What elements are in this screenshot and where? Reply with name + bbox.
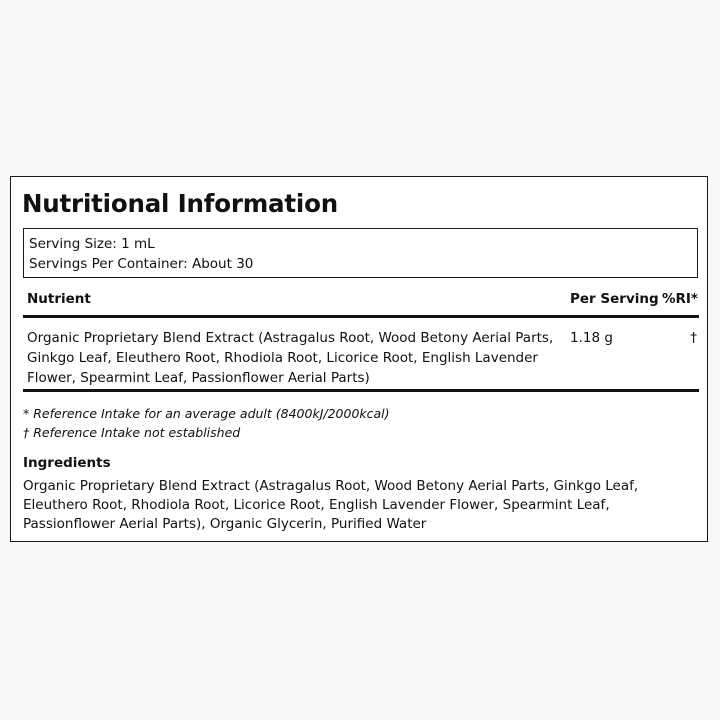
header-ri: %RI* [661, 291, 698, 307]
footnote-not-established: † Reference Intake not established [23, 425, 241, 440]
header-per-serving: Per Serving [570, 291, 659, 307]
header-nutrient: Nutrient [27, 291, 91, 307]
table-bottom-rule [23, 389, 699, 392]
footnotes [23, 404, 390, 442]
row-per-serving: 1.18 g [570, 330, 613, 346]
nutrition-label-panel [10, 176, 708, 542]
ingredients-text: Organic Proprietary Blend Extract (Astragalus Root, Wood Betony Aerial Parts, Ginkgo Leaf, Eleuthero Root, Rhodiola Root, Licorice Root, English Lavender Flower, Spearmint Leaf, Passionflower Aerial Parts), Organic Glycerin, Purified Water [23, 478, 639, 532]
label-title: Nutritional Information [22, 189, 338, 218]
serving-info-box [23, 228, 698, 278]
row-ri: † [690, 330, 697, 346]
row-nutrient-name: Organic Proprietary Blend Extract (Astragalus Root, Wood Betony Aerial Parts, Ginkgo Leaf, Eleuthero Root, Rhodiola Root, Licorice Root, English Lavender Flower, Spearmint Leaf, Passionflower Aerial Parts) [27, 330, 554, 386]
ingredients-title: Ingredients [23, 455, 111, 471]
table-header-row [23, 291, 698, 311]
serving-size: Serving Size: 1 mL [29, 236, 155, 252]
footnote-reference-intake: * Reference Intake for an average adult (8400kJ/2000kcal) [23, 406, 390, 421]
table-top-rule [23, 315, 699, 318]
servings-per-container: Servings Per Container: About 30 [29, 256, 254, 272]
